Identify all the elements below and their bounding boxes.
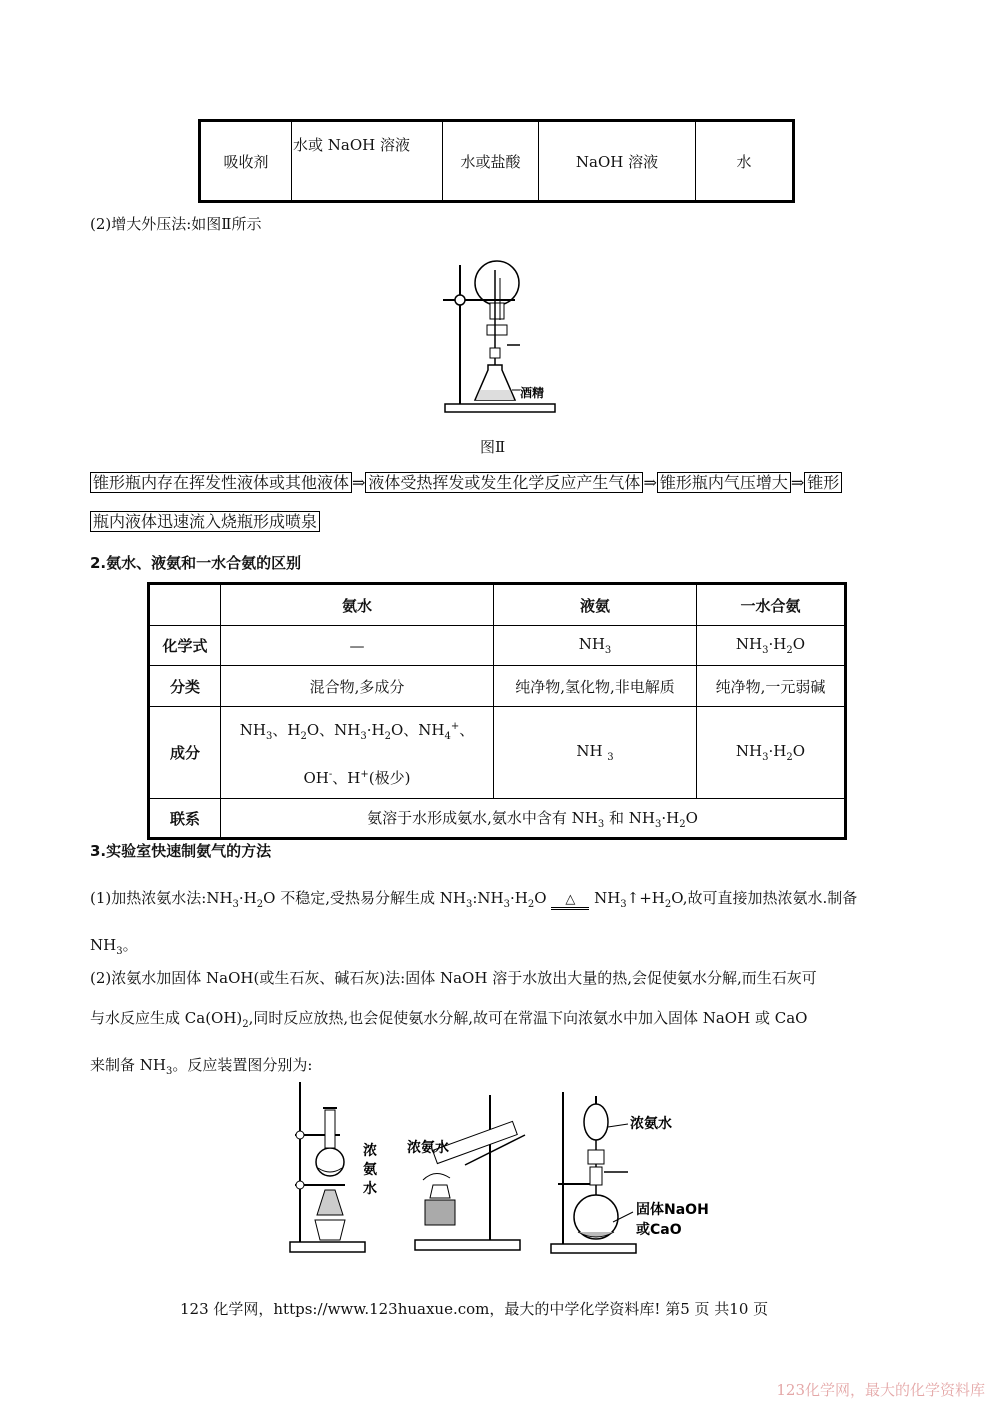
label-or-cao: 或CaO [636,1222,682,1238]
label-conc-ammonia: 浓 [363,1143,377,1159]
flow-step: 锥形瓶内气压增大 [657,472,791,493]
cell: — [221,626,494,666]
label-solid-naoh: 固体NaOH [636,1202,709,1218]
ammonia-comparison-table [147,582,847,840]
label-conc-ammonia: 浓氨水 [407,1140,449,1156]
absorbent-row-label: 吸收剂 [200,121,292,202]
section3-title: 3.实验室快速制氨气的方法 [90,842,272,860]
heat-arrow-icon: △ [551,893,589,910]
cell: 氨溶于水形成氨水,氨水中含有 $NH_3$ 和 $NH_3\cdot H_2O$ [221,799,846,839]
col-header: 液氨 [494,584,697,626]
label-conc-ammonia: 浓氨水 [630,1116,672,1132]
cell: $NH_3\cdot H_2O$ [697,707,846,799]
row-header: 分类 [149,666,221,707]
absorbent-cell: 水 [696,121,794,202]
absorbent-table [198,119,795,203]
flow-line-2 [90,512,320,532]
arrow-icon: ⇒ [643,473,657,492]
col-header: 氨水 [221,584,494,626]
row-header: 联系 [149,799,221,839]
figure2-apparatus [440,250,560,420]
row-header: 化学式 [149,626,221,666]
apparatus-b [405,1090,535,1255]
cell: $NH_3$ [494,626,697,666]
cell: 混合物,多成分 [221,666,494,707]
label-conc-ammonia: 氨 [363,1162,377,1178]
flow-step: 液体受热挥发或发生化学反应产生气体 [365,472,643,493]
page-footer: 123 化学网，https://www.123huaxue.com，最大的中学化学资料库! 第5 页 共10 页 [180,1300,769,1318]
cell: NH $_3$ [494,707,697,799]
arrow-icon: ⇒ [790,473,805,492]
arrow-icon: ⇒ [352,473,366,492]
apparatus-c [548,1082,713,1255]
flow-step: 锥形瓶内存在挥发性液体或其他液体 [90,472,352,493]
paragraph-2: (2)浓氨水加固体 NaOH(或生石灰、碱石灰)法:固体 NaOH 溶于水放出大量的热,会促使氨水分解,而生石灰可 与水反应生成 $Ca(OH)_2$,同时反应放热,也会促使氨水分解,故可在常温下向浓氨水中加入固体 NaOH 或 CaO 来制备 $NH_3$。反应装置图分别为: [90,969,817,1077]
label-conc-ammonia: 水 [363,1181,377,1197]
watermark: 123化学网，最大的化学资料库 [776,1381,985,1399]
apparatus-a [285,1080,385,1255]
alcohol-label: 酒精 [520,386,545,400]
section2-title: 2.氨水、液氨和一水合氨的区别 [90,554,302,572]
cell: $NH_3$、$H_2O$、$NH_3\cdot H_2O$、$NH_4^+$、 OH-、H+(极少) [221,707,494,799]
col-header: 一水合氨 [697,584,846,626]
absorbent-cell: NaOH 溶液 [539,121,696,202]
method2-heading: (2)增大外压法:如图Ⅱ所示 [90,215,262,233]
absorbent-cell: 水或 NaOH 溶液 [292,121,443,202]
paragraph-1: (1)加热浓氨水法$:NH_3\cdot H_2O$ 不稳定,受热易分解生成 $NH_3:NH_3\cdot H_2O$ △ $NH_3↑+H_2O$,故可直接加热浓氨水.制备 $NH_3$。 [90,889,858,957]
flow-step: 锥形 [804,472,842,493]
cell: 纯净物,氢化物,非电解质 [494,666,697,707]
cell: 纯净物,一元弱碱 [697,666,846,707]
absorbent-cell: 水或盐酸 [443,121,539,202]
row-header: 成分 [149,707,221,799]
flow-line-1 [90,473,842,493]
cell: $NH_3\cdot H_2O$ [697,626,846,666]
flow-step: 瓶内液体迅速流入烧瓶形成喷泉 [90,511,320,532]
figure2-caption: 图Ⅱ [480,438,506,456]
